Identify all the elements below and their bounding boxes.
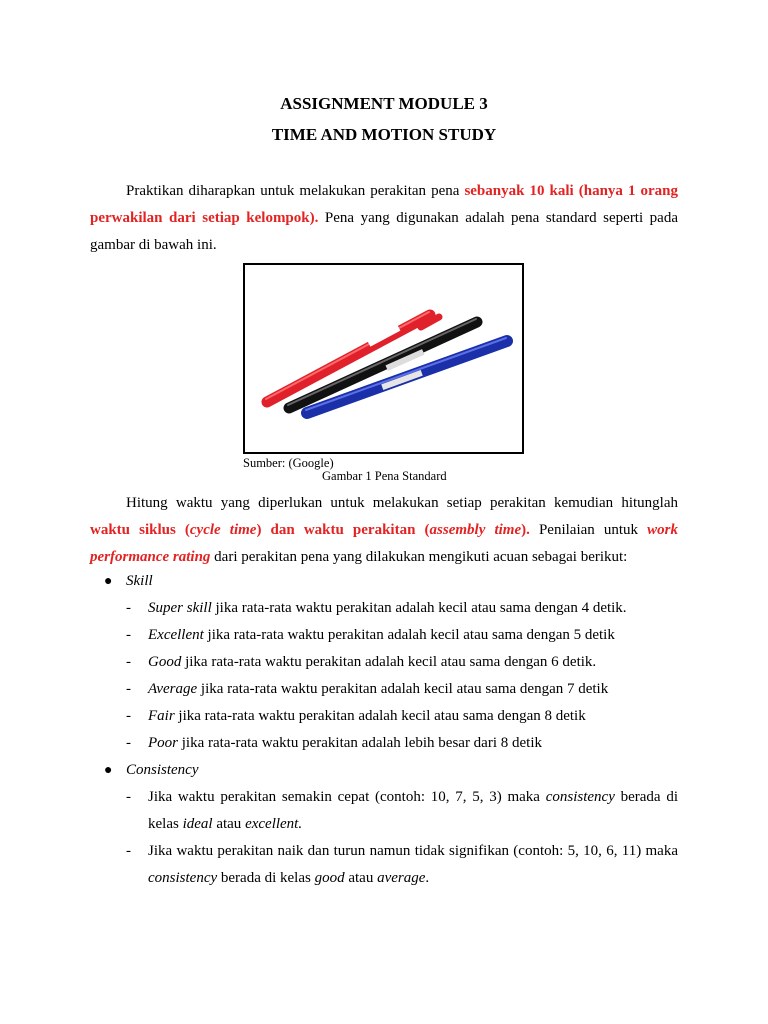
list-item: Jika waktu perakitan semakin cepat (contoh: 10, 7, 5, 3) maka consistency berada di kelas ideal atau excellent. (148, 789, 678, 832)
dash-icon: - (126, 600, 131, 616)
dash-icon: - (126, 681, 131, 697)
dash-icon: - (126, 627, 131, 643)
pens-image (245, 265, 522, 452)
dash-icon: - (126, 843, 131, 859)
list-item: Jika waktu perakitan naik dan turun namun tidak signifikan (contoh: 5, 10, 6, 11) maka consistency berada di kelas good atau average. (148, 843, 678, 886)
dash-icon: - (126, 789, 131, 805)
skill-heading: Skill (126, 573, 153, 589)
list-item: Poor jika rata-rata waktu perakitan adalah lebih besar dari 8 detik (148, 735, 542, 751)
consistency-heading: Consistency (126, 762, 199, 778)
list-item: Fair jika rata-rata waktu perakitan adalah kecil atau sama dengan 8 detik (148, 708, 586, 724)
figure-source: Sumber: (Google) (243, 456, 334, 470)
dash-icon: - (126, 735, 131, 751)
document-title: ASSIGNMENT MODULE 3 (280, 94, 488, 113)
list-item: Super skill jika rata-rata waktu perakitan adalah kecil atau sama dengan 4 detik. (148, 600, 627, 616)
intro-paragraph: Praktikan diharapkan untuk melakukan perakitan pena sebanyak 10 kali (hanya 1 orang perwakilan dari setiap kelompok). Pena yang digunakan adalah pena standard seperti pada gambar di bawah ini. (90, 183, 678, 253)
dash-icon: - (126, 708, 131, 724)
pen-figure (243, 263, 524, 454)
list-item: Average jika rata-rata waktu perakitan adalah kecil atau sama dengan 7 detik (148, 681, 609, 697)
figure-caption: Gambar 1 Pena Standard (322, 469, 447, 483)
list-item: Good jika rata-rata waktu perakitan adalah kecil atau sama dengan 6 detik. (148, 654, 597, 670)
list-item: Excellent jika rata-rata waktu perakitan adalah kecil atau sama dengan 5 detik (148, 627, 615, 643)
highlight-text: sebanyak 10 kali (hanya 1 orang perwakilan dari setiap kelompok). (90, 183, 678, 226)
bullet-icon: ● (104, 763, 113, 778)
bullet-icon: ● (104, 574, 113, 589)
instruction-paragraph: Hitung waktu yang diperlukan untuk melakukan setiap perakitan kemudian hitunglah waktu siklus (cycle time) dan waktu perakitan (assembly time). Penilaian untuk work performance rating dari perakitan pena yang dilakukan mengikuti acuan sebagai berikut: (90, 495, 678, 565)
dash-icon: - (126, 654, 131, 670)
document-subtitle: TIME AND MOTION STUDY (271, 125, 497, 144)
